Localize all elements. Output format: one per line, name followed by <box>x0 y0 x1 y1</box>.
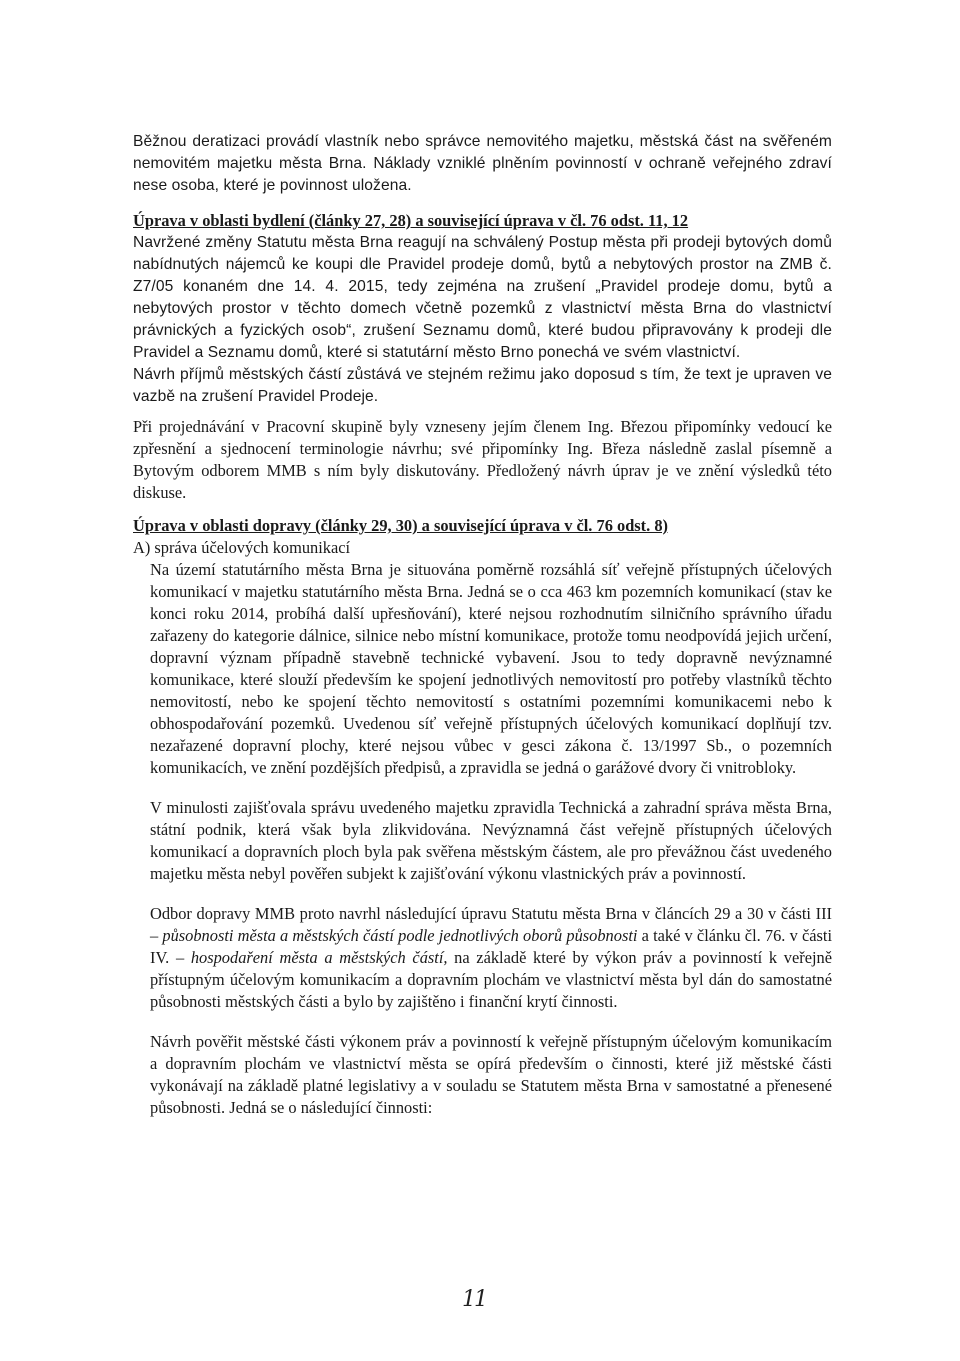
roads-paragraph-3-start: Odbor dopravy MMB proto navrhl následující úpravu Statutu města Brna v článcích 29 a 30 v části III – <box>150 904 832 945</box>
section-heading-housing: Úprava v oblasti bydlení (články 27, 28) a související úprava v čl. 76 odst. 11, 12 <box>133 211 689 230</box>
roads-paragraph-4: Návrh pověřit městské části výkonem práv a povinností k veřejně přístupným účelovým komunikacím a dopravním plochám ve vlastnictví města se opírá především o činnosti, které již městské části vykonávají na základě platné legislativy a v souladu se Statutem města Brna v samostatné a přenesené působnosti. Jedná se o následující činnosti: <box>150 1032 832 1117</box>
document-page <box>133 131 832 1119</box>
subsection-body <box>133 559 832 1119</box>
roads-paragraph-3-italic-1: působnosti města a městských částí podle jednotlivých oborů působnosti <box>162 926 638 945</box>
housing-paragraph-1: Navržené změny Statutu města Brna reagují na schválený Postup města při prodeji bytových domů nabídnutých nájemců ke koupi dle Pravidel prodeje domů, bytů a nebytových prostor na ZMB č. Z7/05 konaném dne 14. 4. 2015, tedy zejména na zrušení „Pravidel prodeje domu, bytů a nebytových prostor v těchto domech včetně pozemků z vlastnictví města Brna do vlastnictví právnických a fyzických osob“, zrušení Seznamu domů, které budou připravovány k prodeji dle Pravidel a Seznamu domů, které si statutární město Brno ponechá ve svém vlastnictví. <box>133 234 832 361</box>
roads-paragraph-3-end: na základě které by výkon práv a povinností k veřejně přístupným účelovým komunikacím a dopravním plochám ve vlastnictví města byl dán do samostatné působnosti městských části a bylo by zajištěno i finanční krytí činnosti. <box>150 948 832 1011</box>
roads-paragraph-1: Na území statutárního města Brna je situována poměrně rozsáhlá síť veřejně přístupných účelových komunikací v majetku statutárního města Brna. Jedná se o cca 463 km pozemních komunikací (stav ke konci roku 2014, probíhá další upřesňování), které nejsou rozhodnutím silničního správního úřadu zařazeny do kategorie dálnice, silnice nebo místní komunikace, protože tomu neodpovídá jejich určení, dopravní význam případně stavebně technické vybavení. Jsou to tedy dopravně nevýznamné komunikace, které slouží především ke spojení jednotlivých nemovitostí pro potřeby vlastníků těchto nemovitostí, nebo ke spojení těchto nemovitostí s ostatními pozemními komunikacemi nebo k obhospodařování pozemků. Uvedenou síť veřejně přístupných účelových komunikací doplňují tzv. nezařazené dopravní plochy, které nejsou vůbec v gesci zákona č. 13/1997 Sb., o pozemních komunikacích, ve znění pozdějších předpisů, a zpravidla se jedná o garážové dvory či vnitrobloky. <box>150 560 832 777</box>
subsection-heading-roads: A) správa účelových komunikací <box>133 538 351 557</box>
intro-paragraph: Běžnou deratizaci provádí vlastník nebo správce nemovitého majetku, městská část na svěřeném nemovitém majetku města Brna. Náklady vzniklé plněním povinností v ochraně veřejného zdraví nese osoba, které je povinnost uložena. <box>133 133 832 194</box>
housing-paragraph-2: Návrh příjmů městských částí zůstává ve stejném režimu jako doposud s tím, že text je upraven ve vazbě na zrušení Pravidel Prodeje. <box>133 366 832 405</box>
section-heading-transport: Úprava v oblasti dopravy (články 29, 30) a související úprava v čl. 76 odst. 8) <box>133 516 668 535</box>
housing-paragraph-3: Při projednávání v Pracovní skupině byly vzneseny jejím členem Ing. Březou připomínky vedoucí ke zpřesnění a sjednocení terminologie návrhu; své připomínky Ing. Březa následně zaslal písemně a Bytovým odborem MMB s ním byly diskutovány. Předložený návrh úprav je ve znění výsledků této diskuse. <box>133 417 832 502</box>
roads-paragraph-3 <box>150 903 832 1013</box>
page-number: 11 <box>462 1287 486 1312</box>
roads-paragraph-3-italic-2: hospodaření města a městských částí, <box>190 948 448 967</box>
roads-paragraph-3-mid: a také v článku čl. 76. v části IV. – <box>150 926 833 967</box>
roads-paragraph-2: V minulosti zajišťovala správu uvedeného majetku zpravidla Technická a zahradní správa města Brna, státní podnik, která však byla zlikvidována. Nevýznamná část veřejně přístupných účelových komunikací a dopravních ploch byla pak svěřena městským částem, ale pro převážnou část uvedeného majetku města nebyl pověřen subjekt k zajišťování výkonu vlastnických práv a povinností. <box>150 798 832 883</box>
